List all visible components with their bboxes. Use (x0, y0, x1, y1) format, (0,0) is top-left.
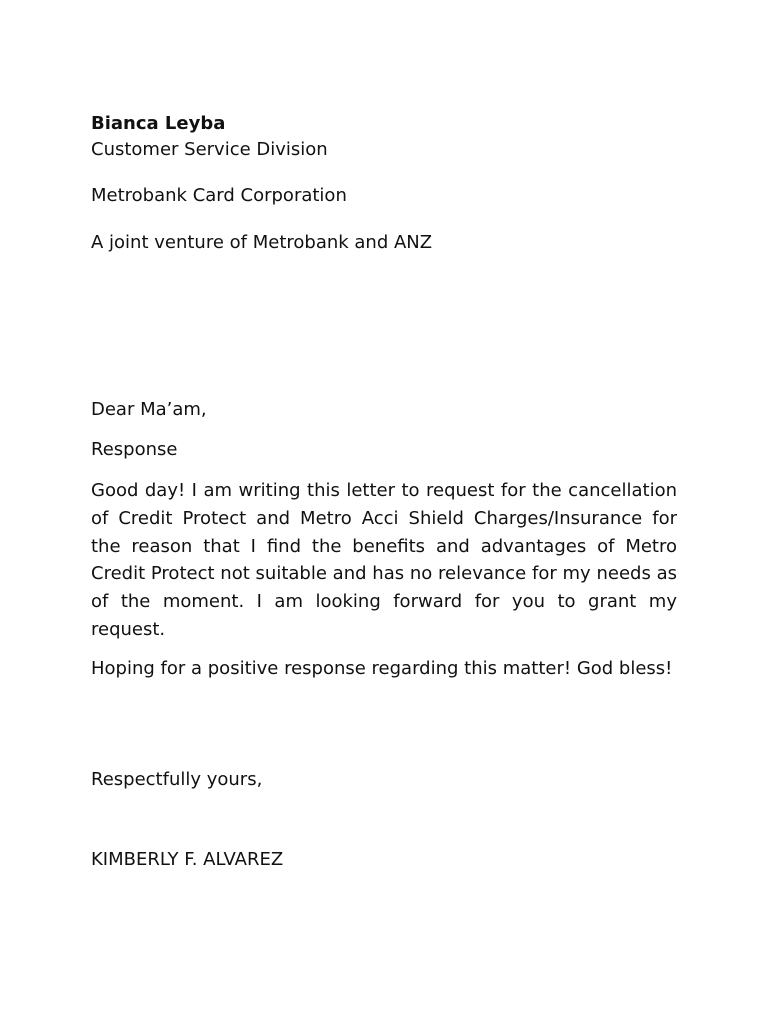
recipient-company: Metrobank Card Corporation (91, 185, 347, 206)
signature-name: KIMBERLY F. ALVAREZ (91, 849, 284, 870)
company-tagline: A joint venture of Metrobank and ANZ (91, 232, 433, 253)
closing: Respectfully yours, (91, 769, 263, 790)
recipient-division: Customer Service Division (91, 139, 328, 160)
recipient-name: Bianca Leyba (91, 113, 226, 134)
body-paragraph-2: Hoping for a positive response regarding this matter! God bless! (91, 658, 673, 679)
salutation: Dear Ma’am, (91, 399, 207, 420)
body-paragraph-1: Good day! I am writing this letter to request for the cancellation of Credit Protect and Metro Acci Shield Charges/Insurance for the reason that I find the benefits and advantages of Metro Credit Protect not suitable and has no relevance for my needs as of the moment. I am looking forward for you to grant my request. (91, 480, 677, 640)
subject: Response (91, 439, 178, 460)
